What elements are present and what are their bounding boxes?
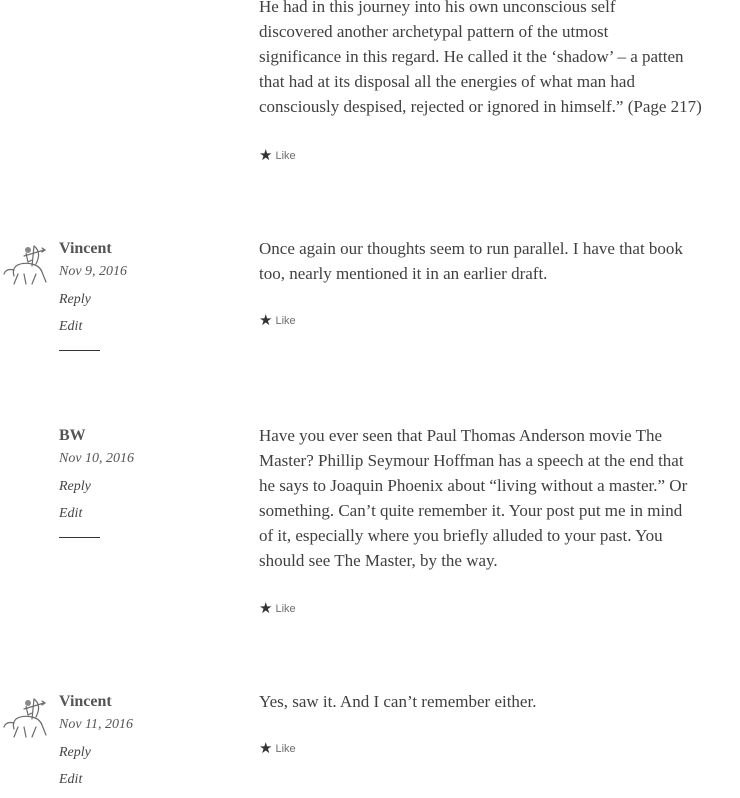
comment-line: Yes, saw it. And I can’t remember either.	[259, 692, 537, 711]
like-button[interactable]	[259, 601, 296, 616]
avatar[interactable]	[2, 693, 52, 739]
like-button[interactable]	[259, 313, 296, 328]
comment-separator	[59, 537, 100, 538]
like-label: Like	[275, 602, 296, 615]
like-label: Like	[275, 314, 296, 327]
reply-link[interactable]: Reply	[59, 745, 91, 760]
comment-line: discovered another archetypal pattern of the utmost	[259, 22, 609, 41]
comment-line: consciously despised, rejected or ignored in himself.” (Page 217)	[259, 97, 702, 116]
comment-line: that had at its disposal all the energies of what man had	[259, 72, 635, 91]
comment-line: he says to Joaquin Phoenix about “living without a master.” Or	[259, 476, 688, 495]
like-button[interactable]	[259, 741, 296, 756]
comment-date[interactable]: Nov 11, 2016	[59, 717, 134, 732]
comment-line: too, nearly mentioned it in an earlier draft.	[259, 264, 548, 283]
comment-body-top	[259, 0, 729, 119]
comment-line: Master? Phillip Seymour Hoffman has a speech at the end that	[259, 451, 684, 470]
comment-author[interactable]: BW	[59, 427, 86, 444]
comment-date[interactable]: Nov 9, 2016	[59, 264, 128, 279]
reply-link[interactable]: Reply	[59, 292, 91, 307]
comment-line: Have you ever seen that Paul Thomas Anderson movie The	[259, 426, 663, 445]
edit-link[interactable]: Edit	[59, 506, 83, 521]
reply-link[interactable]: Reply	[59, 479, 91, 494]
like-label: Like	[275, 149, 296, 162]
comment-line: significance in this regard. He called it the ‘shadow’ – a patten	[259, 47, 684, 66]
star-icon: ★	[259, 600, 273, 617]
comment-line: Once again our thoughts seem to run parallel. I have that book	[259, 239, 683, 258]
comment-author[interactable]: Vincent	[59, 693, 112, 710]
like-button[interactable]	[259, 148, 296, 163]
edit-link[interactable]: Edit	[59, 319, 83, 334]
sagittarius-avatar-icon	[2, 693, 52, 739]
avatar[interactable]	[2, 240, 52, 286]
star-icon: ★	[259, 147, 273, 164]
sagittarius-avatar-icon	[2, 240, 52, 286]
comment-line: something. Can’t quite remember it. Your post put me in mind	[259, 501, 683, 520]
comment-body	[259, 236, 729, 286]
comment-line: should see The Master, by the way.	[259, 551, 498, 570]
comment-body	[259, 689, 729, 714]
comment-line: of it, especially where you briefly alluded to your past. You	[259, 526, 663, 545]
comment-author[interactable]: Vincent	[59, 240, 112, 257]
edit-link[interactable]: Edit	[59, 772, 83, 787]
comment-date[interactable]: Nov 10, 2016	[59, 451, 135, 466]
like-label: Like	[275, 742, 296, 755]
comment-separator	[59, 350, 100, 351]
star-icon: ★	[259, 740, 273, 757]
star-icon: ★	[259, 312, 273, 329]
comment-body	[259, 423, 729, 573]
comment-line: He had in this journey into his own unconscious self	[259, 0, 616, 16]
